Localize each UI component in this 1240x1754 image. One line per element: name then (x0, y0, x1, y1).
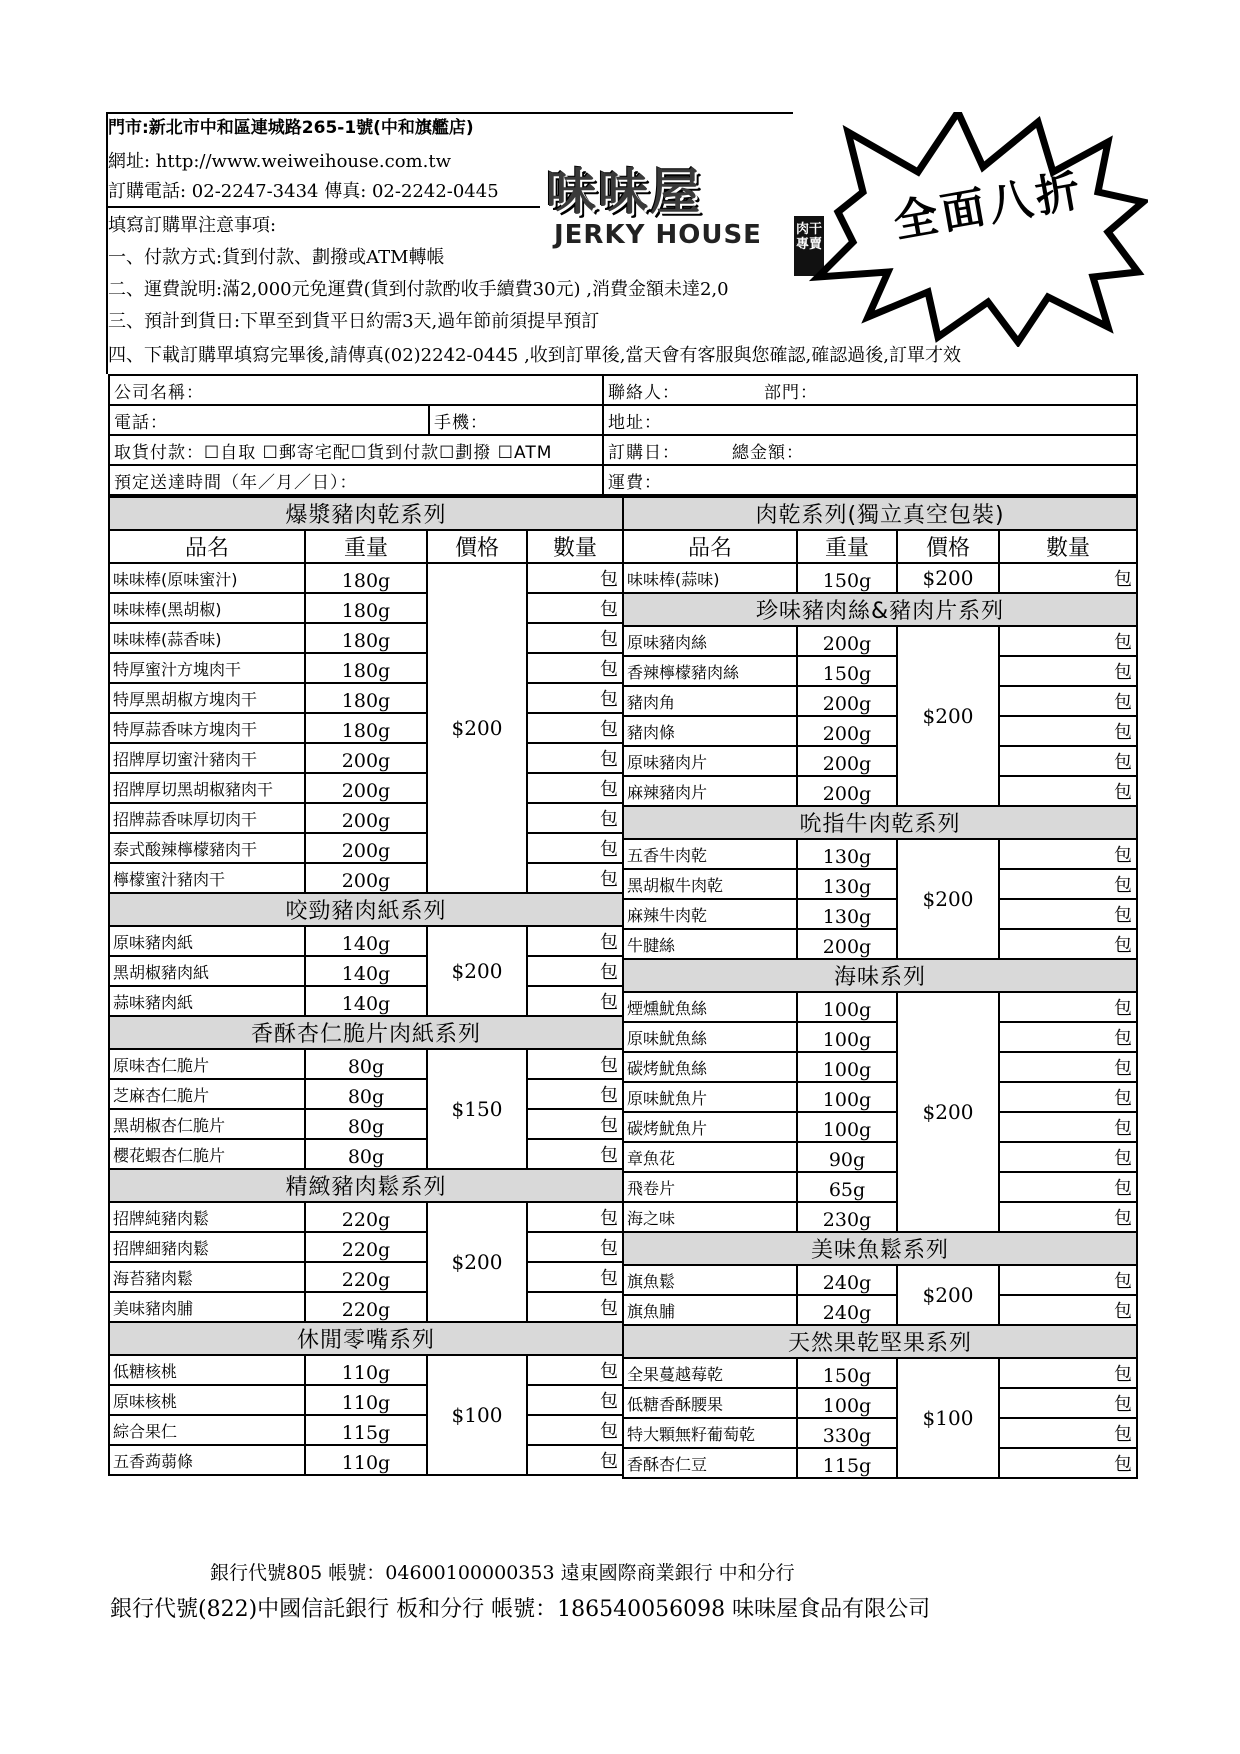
section-header (623, 497, 1137, 530)
product-row (109, 833, 623, 863)
product-weight: 115g (305, 1415, 427, 1445)
product-name: 櫻花蝦杏仁脆片 (109, 1139, 305, 1169)
promo-text: 全面八折 (889, 164, 1088, 249)
quantity-input[interactable]: 包 (527, 986, 623, 1016)
quantity-input[interactable]: 包 (527, 1385, 623, 1415)
quantity-input[interactable]: 包 (527, 713, 623, 743)
section-title: 肉乾系列(獨立真空包裝) (623, 497, 1137, 530)
product-name: 特厚蒜香味方塊肉干 (109, 713, 305, 743)
quantity-input[interactable]: 包 (999, 1418, 1137, 1448)
section-price: $200 (897, 992, 999, 1232)
quantity-input[interactable]: 包 (527, 1202, 623, 1232)
product-weight: 110g (305, 1385, 427, 1415)
quantity-input[interactable]: 包 (527, 833, 623, 863)
column-header-qty: 數量 (527, 530, 623, 563)
quantity-input[interactable]: 包 (527, 1355, 623, 1385)
product-name: 豬肉角 (623, 686, 797, 716)
product-row (109, 1139, 623, 1169)
section-price: $100 (427, 1355, 527, 1475)
product-name: 蒜味豬肉紙 (109, 986, 305, 1016)
quantity-input[interactable]: 包 (527, 1109, 623, 1139)
right-product-table (622, 496, 1138, 1479)
product-name: 黑胡椒豬肉紙 (109, 956, 305, 986)
product-row (623, 1388, 1137, 1418)
product-row (109, 1049, 623, 1079)
product-weight: 90g (797, 1142, 897, 1172)
quantity-input[interactable]: 包 (999, 626, 1137, 656)
section-price: $200 (897, 626, 999, 806)
product-weight: 140g (305, 956, 427, 986)
product-row (623, 1022, 1137, 1052)
quantity-input[interactable]: 包 (527, 1049, 623, 1079)
product-weight: 110g (305, 1445, 427, 1475)
quantity-input[interactable]: 包 (999, 563, 1137, 593)
section-header (109, 1322, 623, 1355)
quantity-input[interactable]: 包 (527, 1292, 623, 1322)
product-weight: 180g (305, 623, 427, 653)
section-header (109, 1016, 623, 1049)
product-row (623, 992, 1137, 1022)
quantity-input[interactable]: 包 (527, 563, 623, 593)
product-name: 豬肉條 (623, 716, 797, 746)
quantity-input[interactable]: 包 (999, 1142, 1137, 1172)
quantity-input[interactable]: 包 (999, 776, 1137, 806)
product-name: 原味魷魚絲 (623, 1022, 797, 1052)
product-name: 黑胡椒杏仁脆片 (109, 1109, 305, 1139)
product-weight: 180g (305, 683, 427, 713)
product-weight: 130g (797, 839, 897, 869)
quantity-input[interactable]: 包 (527, 1445, 623, 1475)
product-name: 香辣檸檬豬肉絲 (623, 656, 797, 686)
product-name: 檸檬蜜汁豬肉干 (109, 863, 305, 893)
product-row (623, 1202, 1137, 1232)
section-title: 咬勁豬肉紙系列 (109, 893, 623, 926)
product-row (109, 563, 623, 593)
product-row (109, 1109, 623, 1139)
product-weight: 80g (305, 1049, 427, 1079)
product-row (109, 926, 623, 956)
tel-field[interactable]: 電話： (109, 405, 429, 435)
section-header (623, 806, 1137, 839)
column-header-qty: 數量 (999, 530, 1137, 563)
product-weight: 100g (797, 1388, 897, 1418)
product-name: 招牌細豬肉鬆 (109, 1232, 305, 1262)
quantity-input[interactable]: 包 (999, 746, 1137, 776)
product-weight: 180g (305, 593, 427, 623)
quantity-input[interactable]: 包 (527, 743, 623, 773)
product-name: 麻辣豬肉片 (623, 776, 797, 806)
quantity-input[interactable]: 包 (527, 863, 623, 893)
quantity-input[interactable]: 包 (527, 803, 623, 833)
quantity-input[interactable]: 包 (527, 1415, 623, 1445)
product-weight: 220g (305, 1262, 427, 1292)
product-price: $200 (897, 563, 999, 593)
product-row (623, 776, 1137, 806)
quantity-input[interactable]: 包 (527, 683, 623, 713)
product-row (109, 593, 623, 623)
product-row (109, 1355, 623, 1385)
section-title: 天然果乾堅果系列 (623, 1325, 1137, 1358)
product-weight: 220g (305, 1232, 427, 1262)
product-weight: 230g (797, 1202, 897, 1232)
product-name: 美味豬肉脯 (109, 1292, 305, 1322)
product-row (623, 746, 1137, 776)
product-row (623, 1082, 1137, 1112)
product-row (623, 1142, 1137, 1172)
note-shipping: 二、運費說明:滿2,000元免運費(貨到付款酌收手續費30元) ,消費金額未達2,0 (108, 279, 729, 300)
product-name: 牛腱絲 (623, 929, 797, 959)
product-row (623, 1448, 1137, 1478)
quantity-input[interactable]: 包 (527, 926, 623, 956)
product-weight: 330g (797, 1418, 897, 1448)
product-name: 特大顆無籽葡萄乾 (623, 1418, 797, 1448)
store-address: 門市:新北市中和區連城路265-1號(中和旗艦店) (108, 118, 474, 138)
product-name: 原味豬肉片 (623, 746, 797, 776)
product-weight: 200g (305, 773, 427, 803)
company-field[interactable]: 公司名稱： (109, 375, 603, 405)
section-title: 美味魚鬆系列 (623, 1232, 1137, 1265)
column-header-name: 品名 (623, 530, 797, 563)
product-name: 味味棒(原味蜜汁) (109, 563, 305, 593)
quantity-input[interactable]: 包 (527, 1139, 623, 1169)
product-weight: 240g (797, 1265, 897, 1295)
quantity-input[interactable]: 包 (999, 1112, 1137, 1142)
product-weight: 200g (797, 626, 897, 656)
quantity-input[interactable]: 包 (527, 1232, 623, 1262)
product-weight: 180g (305, 653, 427, 683)
product-row (623, 716, 1137, 746)
product-row (623, 686, 1137, 716)
logo-badge: 肉干專賣 (794, 216, 824, 276)
product-row (623, 899, 1137, 929)
note-delivery: 三、預計到貨日:下單至到貨平日約需3天,過年節前須提早預訂 (108, 311, 600, 332)
product-name: 原味魷魚片 (623, 1082, 797, 1112)
contact-rule (108, 206, 540, 208)
section-price: $200 (897, 839, 999, 959)
section-title: 海味系列 (623, 959, 1137, 992)
product-row (109, 623, 623, 653)
left-product-table (108, 496, 624, 1476)
order-form-sheet (108, 112, 1136, 1479)
product-row (109, 1445, 623, 1475)
note-payment: 一、付款方式:貨到付款、劃撥或ATM轉帳 (108, 247, 445, 268)
product-name: 海之味 (623, 1202, 797, 1232)
order-date-label: 訂購日： (608, 442, 680, 463)
section-header (623, 1325, 1137, 1358)
product-name: 麻辣牛肉乾 (623, 899, 797, 929)
product-tables (108, 496, 1136, 1479)
contact-field[interactable] (603, 375, 1137, 405)
product-weight: 200g (797, 686, 897, 716)
product-weight: 150g (797, 563, 897, 593)
quantity-input[interactable]: 包 (527, 593, 623, 623)
column-header-name: 品名 (109, 530, 305, 563)
product-weight: 100g (797, 1052, 897, 1082)
product-name: 碳烤魷魚絲 (623, 1052, 797, 1082)
product-row (623, 563, 1137, 593)
product-row (623, 1265, 1137, 1295)
product-weight: 110g (305, 1355, 427, 1385)
section-title: 珍味豬肉絲&豬肉片系列 (623, 593, 1137, 626)
bank-info-far-eastern: 銀行代號805 帳號：04600100000353 遠東國際商業銀行 中和分行 (210, 1562, 795, 1584)
product-name: 飛卷片 (623, 1172, 797, 1202)
product-name: 味味棒(蒜香味) (109, 623, 305, 653)
product-name: 原味豬肉絲 (623, 626, 797, 656)
section-header (623, 959, 1137, 992)
section-price: $100 (897, 1358, 999, 1478)
department-label: 部門： (764, 382, 818, 403)
product-row (623, 1358, 1137, 1388)
product-name: 特厚黑胡椒方塊肉干 (109, 683, 305, 713)
product-row (109, 986, 623, 1016)
product-weight: 100g (797, 992, 897, 1022)
product-weight: 200g (305, 743, 427, 773)
section-header (109, 1169, 623, 1202)
quantity-input[interactable]: 包 (999, 992, 1137, 1022)
quantity-input[interactable]: 包 (999, 1202, 1137, 1232)
product-row (623, 626, 1137, 656)
product-name: 招牌純豬肉鬆 (109, 1202, 305, 1232)
quantity-input[interactable]: 包 (999, 1295, 1137, 1325)
column-header-row (109, 530, 623, 563)
product-weight: 130g (797, 899, 897, 929)
product-weight: 100g (797, 1112, 897, 1142)
order-phone: 訂購電話: 02-2247-3434 傳真: 02-2242-0445 (108, 181, 499, 202)
quantity-input[interactable]: 包 (999, 1358, 1137, 1388)
product-name: 旗魚脯 (623, 1295, 797, 1325)
product-row (109, 773, 623, 803)
product-weight: 150g (797, 1358, 897, 1388)
product-name: 芝麻杏仁脆片 (109, 1079, 305, 1109)
brand-logo (546, 152, 796, 262)
product-weight: 220g (305, 1202, 427, 1232)
quantity-input[interactable]: 包 (999, 1082, 1137, 1112)
product-name: 原味核桃 (109, 1385, 305, 1415)
section-price: $200 (427, 563, 527, 893)
product-weight: 80g (305, 1109, 427, 1139)
product-row (109, 803, 623, 833)
product-row (623, 1112, 1137, 1142)
product-weight: 200g (305, 833, 427, 863)
product-name: 海苔豬肉鬆 (109, 1262, 305, 1292)
product-name: 特厚蜜汁方塊肉干 (109, 653, 305, 683)
product-name: 黑胡椒牛肉乾 (623, 869, 797, 899)
column-header-price: 價格 (897, 530, 999, 563)
quantity-input[interactable]: 包 (999, 869, 1137, 899)
product-weight: 150g (797, 656, 897, 686)
product-name: 煙燻魷魚絲 (623, 992, 797, 1022)
product-name: 味味棒(黑胡椒) (109, 593, 305, 623)
product-row (109, 1202, 623, 1232)
right-product-column (622, 496, 1136, 1479)
section-header (623, 593, 1137, 626)
product-weight: 220g (305, 1292, 427, 1322)
quantity-input[interactable]: 包 (999, 1448, 1137, 1478)
product-weight: 200g (305, 803, 427, 833)
product-name: 招牌厚切蜜汁豬肉干 (109, 743, 305, 773)
column-header-row (623, 530, 1137, 563)
product-row (109, 863, 623, 893)
product-row (109, 653, 623, 683)
product-row (623, 869, 1137, 899)
product-row (109, 1415, 623, 1445)
section-title: 休閒零嘴系列 (109, 1322, 623, 1355)
product-row (623, 929, 1137, 959)
product-weight: 200g (797, 716, 897, 746)
mobile-field[interactable]: 手機： (429, 405, 603, 435)
product-name: 全果蔓越莓乾 (623, 1358, 797, 1388)
section-price: $200 (897, 1265, 999, 1325)
address-field[interactable]: 地址： (603, 405, 1137, 435)
product-name: 旗魚鬆 (623, 1265, 797, 1295)
product-name: 招牌厚切黑胡椒豬肉干 (109, 773, 305, 803)
product-name: 香酥杏仁豆 (623, 1448, 797, 1478)
product-weight: 115g (797, 1448, 897, 1478)
logo-chinese-name: 味味屋 (546, 163, 702, 221)
section-title: 吮指牛肉乾系列 (623, 806, 1137, 839)
product-weight: 80g (305, 1139, 427, 1169)
quantity-input[interactable]: 包 (999, 899, 1137, 929)
column-header-weight: 重量 (797, 530, 897, 563)
product-row (623, 839, 1137, 869)
product-weight: 200g (797, 776, 897, 806)
quantity-input[interactable]: 包 (999, 929, 1137, 959)
header-block (108, 112, 1136, 374)
product-weight: 65g (797, 1172, 897, 1202)
quantity-input[interactable]: 包 (527, 1079, 623, 1109)
logo-english-name: JERKY HOUSE (554, 220, 762, 250)
quantity-input[interactable]: 包 (999, 656, 1137, 686)
product-name: 招牌蒜香味厚切肉干 (109, 803, 305, 833)
product-name: 五香牛肉乾 (623, 839, 797, 869)
product-name: 低糖香酥腰果 (623, 1388, 797, 1418)
product-weight: 140g (305, 986, 427, 1016)
quantity-input[interactable]: 包 (527, 1262, 623, 1292)
quantity-input[interactable]: 包 (999, 716, 1137, 746)
product-row (109, 743, 623, 773)
quantity-input[interactable]: 包 (999, 1022, 1137, 1052)
product-weight: 200g (305, 863, 427, 893)
section-header (109, 497, 623, 530)
section-title: 香酥杏仁脆片肉紙系列 (109, 1016, 623, 1049)
product-name: 原味豬肉紙 (109, 926, 305, 956)
product-weight: 100g (797, 1022, 897, 1052)
shipping-field[interactable]: 運費： (603, 465, 1137, 495)
product-row (623, 1172, 1137, 1202)
quantity-input[interactable]: 包 (527, 956, 623, 986)
product-weight: 180g (305, 563, 427, 593)
product-row (109, 1292, 623, 1322)
quantity-input[interactable]: 包 (527, 773, 623, 803)
product-row (623, 656, 1137, 686)
contact-label: 聯絡人： (608, 382, 680, 403)
quantity-input[interactable]: 包 (999, 1172, 1137, 1202)
quantity-input[interactable]: 包 (527, 653, 623, 683)
website-link[interactable]: 網址: http://www.weiweihouse.com.tw (108, 151, 451, 172)
product-weight: 240g (797, 1295, 897, 1325)
delivery-time-field[interactable]: 預定送達時間（年／月／日）： (109, 465, 603, 495)
bank-info-ctbc: 銀行代號(822)中國信託銀行 板和分行 帳號：186540056098 味味屋食品有限公司 (110, 1597, 931, 1622)
column-header-weight: 重量 (305, 530, 427, 563)
product-name: 綜合果仁 (109, 1415, 305, 1445)
product-name: 原味杏仁脆片 (109, 1049, 305, 1079)
product-row (623, 1295, 1137, 1325)
product-weight: 180g (305, 713, 427, 743)
product-name: 味味棒(蒜味) (623, 563, 797, 593)
product-name: 章魚花 (623, 1142, 797, 1172)
product-row (109, 1385, 623, 1415)
product-weight: 130g (797, 869, 897, 899)
product-weight: 200g (797, 929, 897, 959)
product-row (109, 713, 623, 743)
notes-title: 填寫訂購單注意事項: (108, 215, 277, 236)
product-name: 五香蒟蒻條 (109, 1445, 305, 1475)
section-header (109, 893, 623, 926)
product-weight: 80g (305, 1079, 427, 1109)
section-price: $150 (427, 1049, 527, 1169)
product-weight: 200g (797, 746, 897, 776)
product-weight: 140g (305, 926, 427, 956)
product-row (109, 1262, 623, 1292)
product-name: 碳烤魷魚片 (623, 1112, 797, 1142)
product-name: 低糖核桃 (109, 1355, 305, 1385)
note-fax: 四、下載訂購單填寫完畢後,請傳真(02)2242-0445 ,收到訂單後,當天會有客服與您確認,確認過後,訂單才效 (108, 345, 961, 366)
quantity-input[interactable]: 包 (999, 686, 1137, 716)
product-name: 泰式酸辣檸檬豬肉干 (109, 833, 305, 863)
section-price: $200 (427, 1202, 527, 1322)
product-row (109, 956, 623, 986)
column-header-price: 價格 (427, 530, 527, 563)
section-title: 爆漿豬肉乾系列 (109, 497, 623, 530)
product-row (623, 1052, 1137, 1082)
quantity-input[interactable]: 包 (999, 839, 1137, 869)
product-weight: 100g (797, 1082, 897, 1112)
total-label: 總金額： (732, 442, 804, 463)
quantity-input[interactable]: 包 (999, 1052, 1137, 1082)
section-price: $200 (427, 926, 527, 1016)
product-row (623, 1418, 1137, 1448)
product-row (109, 1232, 623, 1262)
quantity-input[interactable]: 包 (999, 1388, 1137, 1418)
quantity-input[interactable]: 包 (999, 1265, 1137, 1295)
product-row (109, 1079, 623, 1109)
left-product-column (108, 496, 622, 1479)
product-row (109, 683, 623, 713)
quantity-input[interactable]: 包 (527, 623, 623, 653)
section-title: 精緻豬肉鬆系列 (109, 1169, 623, 1202)
section-header (623, 1232, 1137, 1265)
payment-options[interactable]: 取貨付款：☐自取 ☐郵寄宅配☐貨到付款☐劃撥 ☐ATM (109, 435, 603, 465)
customer-form (108, 374, 1138, 496)
order-date-field[interactable] (603, 435, 1137, 465)
